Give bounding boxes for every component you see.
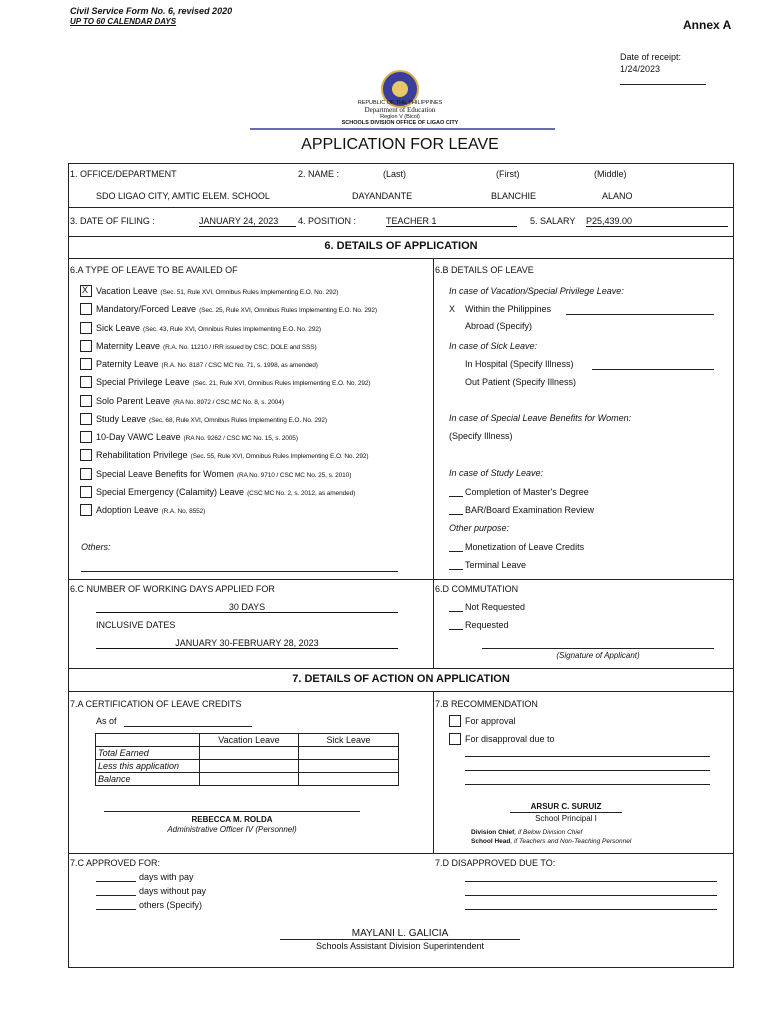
- note-role: Division Chief: [471, 829, 515, 836]
- table-cell[interactable]: [299, 760, 399, 773]
- row-divider: [68, 579, 734, 580]
- leave-type-reference: (Sec. 25, Rule XVI, Omnibus Rules Implementing E.O. No. 292): [199, 307, 377, 314]
- sick-case-header: In case of Sick Leave:: [449, 341, 538, 351]
- middle-name-value[interactable]: ALANO: [602, 191, 633, 201]
- leave-type-reference: (Sec. 55, Rule XVI, Omnibus Rules Implementing E.O. No. 292): [190, 453, 369, 460]
- first-name-value[interactable]: BLANCHIE: [491, 191, 537, 201]
- column-divider: [433, 258, 434, 668]
- requested-blank[interactable]: [449, 629, 463, 630]
- signature-label: (Signature of Applicant): [556, 651, 640, 660]
- leave-type-item: [96, 304, 377, 314]
- days-with-pay-blank[interactable]: [96, 881, 136, 882]
- leave-type-label: Special Emergency (Calamity) Leave: [96, 487, 245, 497]
- leave-type-checkbox[interactable]: [80, 358, 92, 370]
- disapproval-line[interactable]: [465, 756, 710, 757]
- letterhead-line2: Department of Education: [364, 106, 436, 114]
- column-divider: [433, 691, 434, 853]
- office-value[interactable]: SDO LIGAO CITY, AMTIC ELEM. SCHOOL: [96, 191, 270, 201]
- approver-name: MAYLANI L. GALICIA: [351, 928, 449, 939]
- leave-type-checkbox[interactable]: [80, 285, 92, 297]
- leave-type-checkbox[interactable]: [80, 486, 92, 498]
- leave-type-item: [96, 323, 321, 333]
- leave-type-checkbox[interactable]: [80, 303, 92, 315]
- form-border: [68, 163, 734, 968]
- bar-blank[interactable]: [449, 514, 463, 515]
- leave-type-item: [96, 286, 338, 296]
- note-school-head: [471, 838, 631, 845]
- not-requested-blank[interactable]: [449, 611, 463, 612]
- note-condition: , if Below Division Chief: [514, 829, 583, 836]
- table-header-cell: Vacation Leave: [200, 734, 299, 747]
- monetization-label: Monetization of Leave Credits: [465, 542, 585, 552]
- row-divider: [68, 668, 734, 669]
- table-cell[interactable]: [200, 773, 299, 786]
- out-patient-label: Out Patient (Specify Illness): [465, 377, 577, 387]
- form-number: Civil Service Form No. 6, revised 2020: [70, 6, 233, 16]
- letterhead-line1: REPUBLIC OF THE PHILIPPINES: [357, 100, 443, 106]
- leave-type-reference: (R.A. No. 8552): [161, 508, 206, 515]
- name-label: 2. NAME :: [298, 169, 340, 179]
- date-filing-label: 3. DATE OF FILING :: [70, 216, 155, 226]
- form-limit: UP TO 60 CALENDAR DAYS: [70, 17, 177, 26]
- leave-type-item: [96, 341, 317, 351]
- table-row: [96, 747, 399, 760]
- type-of-leave-title: 6.A TYPE OF LEAVE TO BE AVAILED OF: [70, 265, 238, 275]
- days-with-pay-label: days with pay: [139, 872, 194, 882]
- for-approval-label: For approval: [465, 716, 516, 726]
- last-name-label: (Last): [383, 169, 407, 179]
- leave-type-label: Special Privilege Leave: [96, 377, 190, 387]
- last-name-value[interactable]: DAYANDANTE: [352, 191, 413, 201]
- position-value[interactable]: TEACHER 1: [386, 216, 517, 227]
- table-header-row: [96, 734, 399, 747]
- for-disapproval-label: For disapproval due to: [465, 734, 555, 744]
- women-case-header: In case of Special Leave Benefits for Women:: [449, 413, 632, 423]
- row-divider: [68, 853, 734, 854]
- table-cell[interactable]: [299, 747, 399, 760]
- study-case-header: In case of Study Leave:: [449, 468, 544, 478]
- recommendation-title: 7.B RECOMMENDATION: [435, 699, 538, 709]
- row-label: Total Earned: [96, 747, 200, 760]
- section-6-title: 6. DETAILS OF APPLICATION: [324, 240, 478, 252]
- table-cell[interactable]: [200, 760, 299, 773]
- leave-type-label: Paternity Leave: [96, 359, 159, 369]
- details-of-leave-title: 6.B DETAILS OF LEAVE: [435, 265, 534, 275]
- within-line[interactable]: [566, 314, 714, 315]
- others-specify-label: others (Specify): [139, 900, 203, 910]
- row-divider: [68, 258, 734, 259]
- recommender-name: ARSUR C. SURUIZ: [530, 802, 602, 811]
- table-cell[interactable]: [299, 773, 399, 786]
- others-label: Others:: [81, 542, 111, 552]
- leave-type-reference: (RA No. 8972 / CSC MC No. 8, s. 2004): [173, 399, 284, 406]
- inclusive-dates-value[interactable]: JANUARY 30-FEBRUARY 28, 2023: [96, 638, 398, 649]
- annex-label: Annex A: [683, 18, 732, 32]
- monetization-blank[interactable]: [449, 551, 463, 552]
- as-of-line[interactable]: [124, 726, 252, 727]
- disapproval-line[interactable]: [465, 784, 710, 785]
- terminal-blank[interactable]: [449, 569, 463, 570]
- letterhead-line3: Region V (Bicol): [380, 114, 420, 120]
- recommender-title: School Principal I: [535, 814, 597, 823]
- for-disapproval-checkbox[interactable]: [449, 733, 461, 745]
- leave-type-checkbox[interactable]: [80, 449, 92, 461]
- disapproved-line[interactable]: [465, 909, 717, 910]
- working-days-title: 6.C NUMBER OF WORKING DAYS APPLIED FOR: [70, 584, 275, 594]
- leave-type-label: Vacation Leave: [96, 286, 158, 296]
- row-label: Less this application: [96, 760, 200, 773]
- middle-name-label: (Middle): [594, 169, 627, 179]
- certifier-title: Administrative Officer IV (Personnel): [167, 825, 297, 834]
- first-name-label: (First): [496, 169, 520, 179]
- leave-type-checkbox[interactable]: [80, 413, 92, 425]
- disapproved-line[interactable]: [465, 895, 717, 896]
- table-header-cell: [96, 734, 200, 747]
- signature-line[interactable]: [482, 648, 714, 649]
- leave-type-reference: (R.A. No. 8187 / CSC MC No. 71, s. 1998, as amended): [161, 362, 318, 369]
- table-row: [96, 760, 399, 773]
- working-days-value[interactable]: 30 DAYS: [96, 602, 398, 613]
- leave-type-reference: (RA No. 9710 / CSC MC No. 25, s. 2010): [236, 472, 352, 479]
- other-purpose-header: Other purpose:: [449, 523, 510, 533]
- days-without-pay-blank[interactable]: [96, 895, 136, 896]
- inclusive-dates-label: INCLUSIVE DATES: [96, 620, 176, 630]
- in-hospital-label: In Hospital (Specify Illness): [465, 359, 574, 369]
- note-role: School Head: [471, 838, 511, 845]
- specify-illness-label: (Specify Illness): [449, 431, 513, 441]
- leave-type-reference: (Sec. 21, Rule XVI, Omnibus Rules Implementing E.O. No. 292): [192, 380, 371, 387]
- leave-type-item: [96, 450, 368, 460]
- leave-type-item: [96, 377, 370, 387]
- leave-credits-table: [95, 733, 399, 786]
- form-title: APPLICATION FOR LEAVE: [301, 136, 499, 153]
- leave-type-checkbox[interactable]: [80, 376, 92, 388]
- approved-for-title: 7.C APPROVED FOR:: [70, 858, 161, 868]
- leave-type-item: [96, 396, 284, 406]
- letterhead-rule: [250, 128, 555, 130]
- leave-type-label: Rehabilitation Privilege: [96, 450, 188, 460]
- leave-type-item: [96, 487, 355, 497]
- table-row: [96, 773, 399, 786]
- leave-type-reference: (R.A. No. 11210 / IRR issued by CSC, DOLE and SSS): [163, 344, 317, 351]
- leave-type-checkbox[interactable]: [80, 468, 92, 480]
- table-header-cell: Sick Leave: [299, 734, 399, 747]
- leave-type-item: [96, 414, 327, 424]
- disapproved-due-to-title: 7.D DISAPPROVED DUE TO:: [435, 858, 556, 868]
- position-label: 4. POSITION :: [298, 216, 357, 226]
- leave-type-item: [96, 359, 318, 369]
- leave-type-label: 10-Day VAWC Leave: [96, 432, 181, 442]
- masters-blank[interactable]: [449, 496, 463, 497]
- leave-type-checkbox[interactable]: [80, 431, 92, 443]
- office-label: 1. OFFICE/DEPARTMENT: [70, 169, 177, 179]
- receipt-date: 1/24/2023: [620, 64, 661, 74]
- leave-type-label: Solo Parent Leave: [96, 396, 171, 406]
- receipt-line: [620, 84, 706, 85]
- table-cell[interactable]: [200, 747, 299, 760]
- checkbox-mark: X: [82, 285, 89, 295]
- leave-type-label: Maternity Leave: [96, 341, 161, 351]
- section-7-title: 7. DETAILS OF ACTION ON APPLICATION: [292, 673, 510, 685]
- certifier-name: REBECCA M. ROLDA: [191, 815, 273, 824]
- in-hospital-line[interactable]: [592, 369, 714, 370]
- terminal-leave-label: Terminal Leave: [465, 560, 527, 570]
- receipt-label: Date of receipt:: [620, 52, 682, 62]
- leave-type-label: Mandatory/Forced Leave: [96, 304, 197, 314]
- leave-type-reference: (Sec. 68, Rule XVI, Omnibus Rules Implementing E.O. No. 292): [149, 417, 327, 424]
- leave-type-label: Special Leave Benefits for Women: [96, 469, 234, 479]
- leave-type-checkbox[interactable]: [80, 322, 92, 334]
- within-mark[interactable]: X: [449, 304, 456, 314]
- others-line[interactable]: [81, 571, 398, 572]
- recommender-signature-line[interactable]: [510, 812, 622, 813]
- as-of-label: As of: [96, 716, 117, 726]
- vacation-case-header: In case of Vacation/Special Privilege Leave:: [449, 286, 624, 296]
- not-requested-label: Not Requested: [465, 602, 526, 612]
- days-without-pay-label: days without pay: [139, 886, 207, 896]
- leave-type-label: Study Leave: [96, 414, 147, 424]
- leave-type-reference: (CSC MC No. 2, s. 2012, as amended): [247, 490, 356, 497]
- leave-type-checkbox[interactable]: [80, 340, 92, 352]
- row-label: Balance: [96, 773, 200, 786]
- salary-label: 5. SALARY: [530, 216, 576, 226]
- leave-type-label: Adoption Leave: [96, 505, 159, 515]
- leave-type-label: Sick Leave: [96, 323, 141, 333]
- masters-label: Completion of Master's Degree: [465, 487, 589, 497]
- leave-type-item: [96, 469, 351, 479]
- row-divider: [68, 691, 734, 692]
- within-philippines-label: Within the Philippines: [465, 304, 552, 314]
- for-approval-checkbox[interactable]: [449, 715, 461, 727]
- note-division-chief: [471, 829, 582, 836]
- leave-type-reference: (Sec. 43, Rule XVI, Omnibus Rules Implementing E.O. No. 292): [143, 326, 321, 333]
- certifier-signature-line[interactable]: [104, 811, 360, 812]
- leave-type-checkbox[interactable]: [80, 504, 92, 516]
- note-condition: , if Teachers and Non-Teaching Personnel: [510, 838, 632, 845]
- leave-type-checkbox[interactable]: [80, 395, 92, 407]
- leave-type-item: [96, 432, 298, 442]
- abroad-label: Abroad (Specify): [465, 321, 533, 331]
- date-filing-value[interactable]: JANUARY 24, 2023: [199, 216, 296, 227]
- commutation-title: 6.D COMMUTATION: [435, 584, 519, 594]
- salary-value[interactable]: P25,439.00: [586, 216, 728, 227]
- letterhead-line4: SCHOOLS DIVISION OFFICE OF LIGAO CITY: [341, 120, 459, 126]
- disapproved-line[interactable]: [465, 881, 717, 882]
- leave-type-item: [96, 505, 205, 515]
- bar-review-label: BAR/Board Examination Review: [465, 505, 595, 515]
- row-divider: [68, 236, 734, 237]
- leave-credits-title: 7.A CERTIFICATION OF LEAVE CREDITS: [70, 699, 242, 709]
- row-divider: [68, 207, 734, 208]
- requested-label: Requested: [465, 620, 509, 630]
- others-specify-blank[interactable]: [96, 909, 136, 910]
- approver-title: Schools Assistant Division Superintendent: [315, 941, 485, 951]
- disapproval-line[interactable]: [465, 770, 710, 771]
- leave-type-reference: (RA No. 9262 / CSC MC No. 15, s. 2005): [183, 435, 298, 442]
- approver-signature-line[interactable]: [280, 939, 520, 940]
- leave-type-reference: (Sec. 51, Rule XVI, Omnibus Rules Implementing E.O. No. 292): [160, 289, 339, 296]
